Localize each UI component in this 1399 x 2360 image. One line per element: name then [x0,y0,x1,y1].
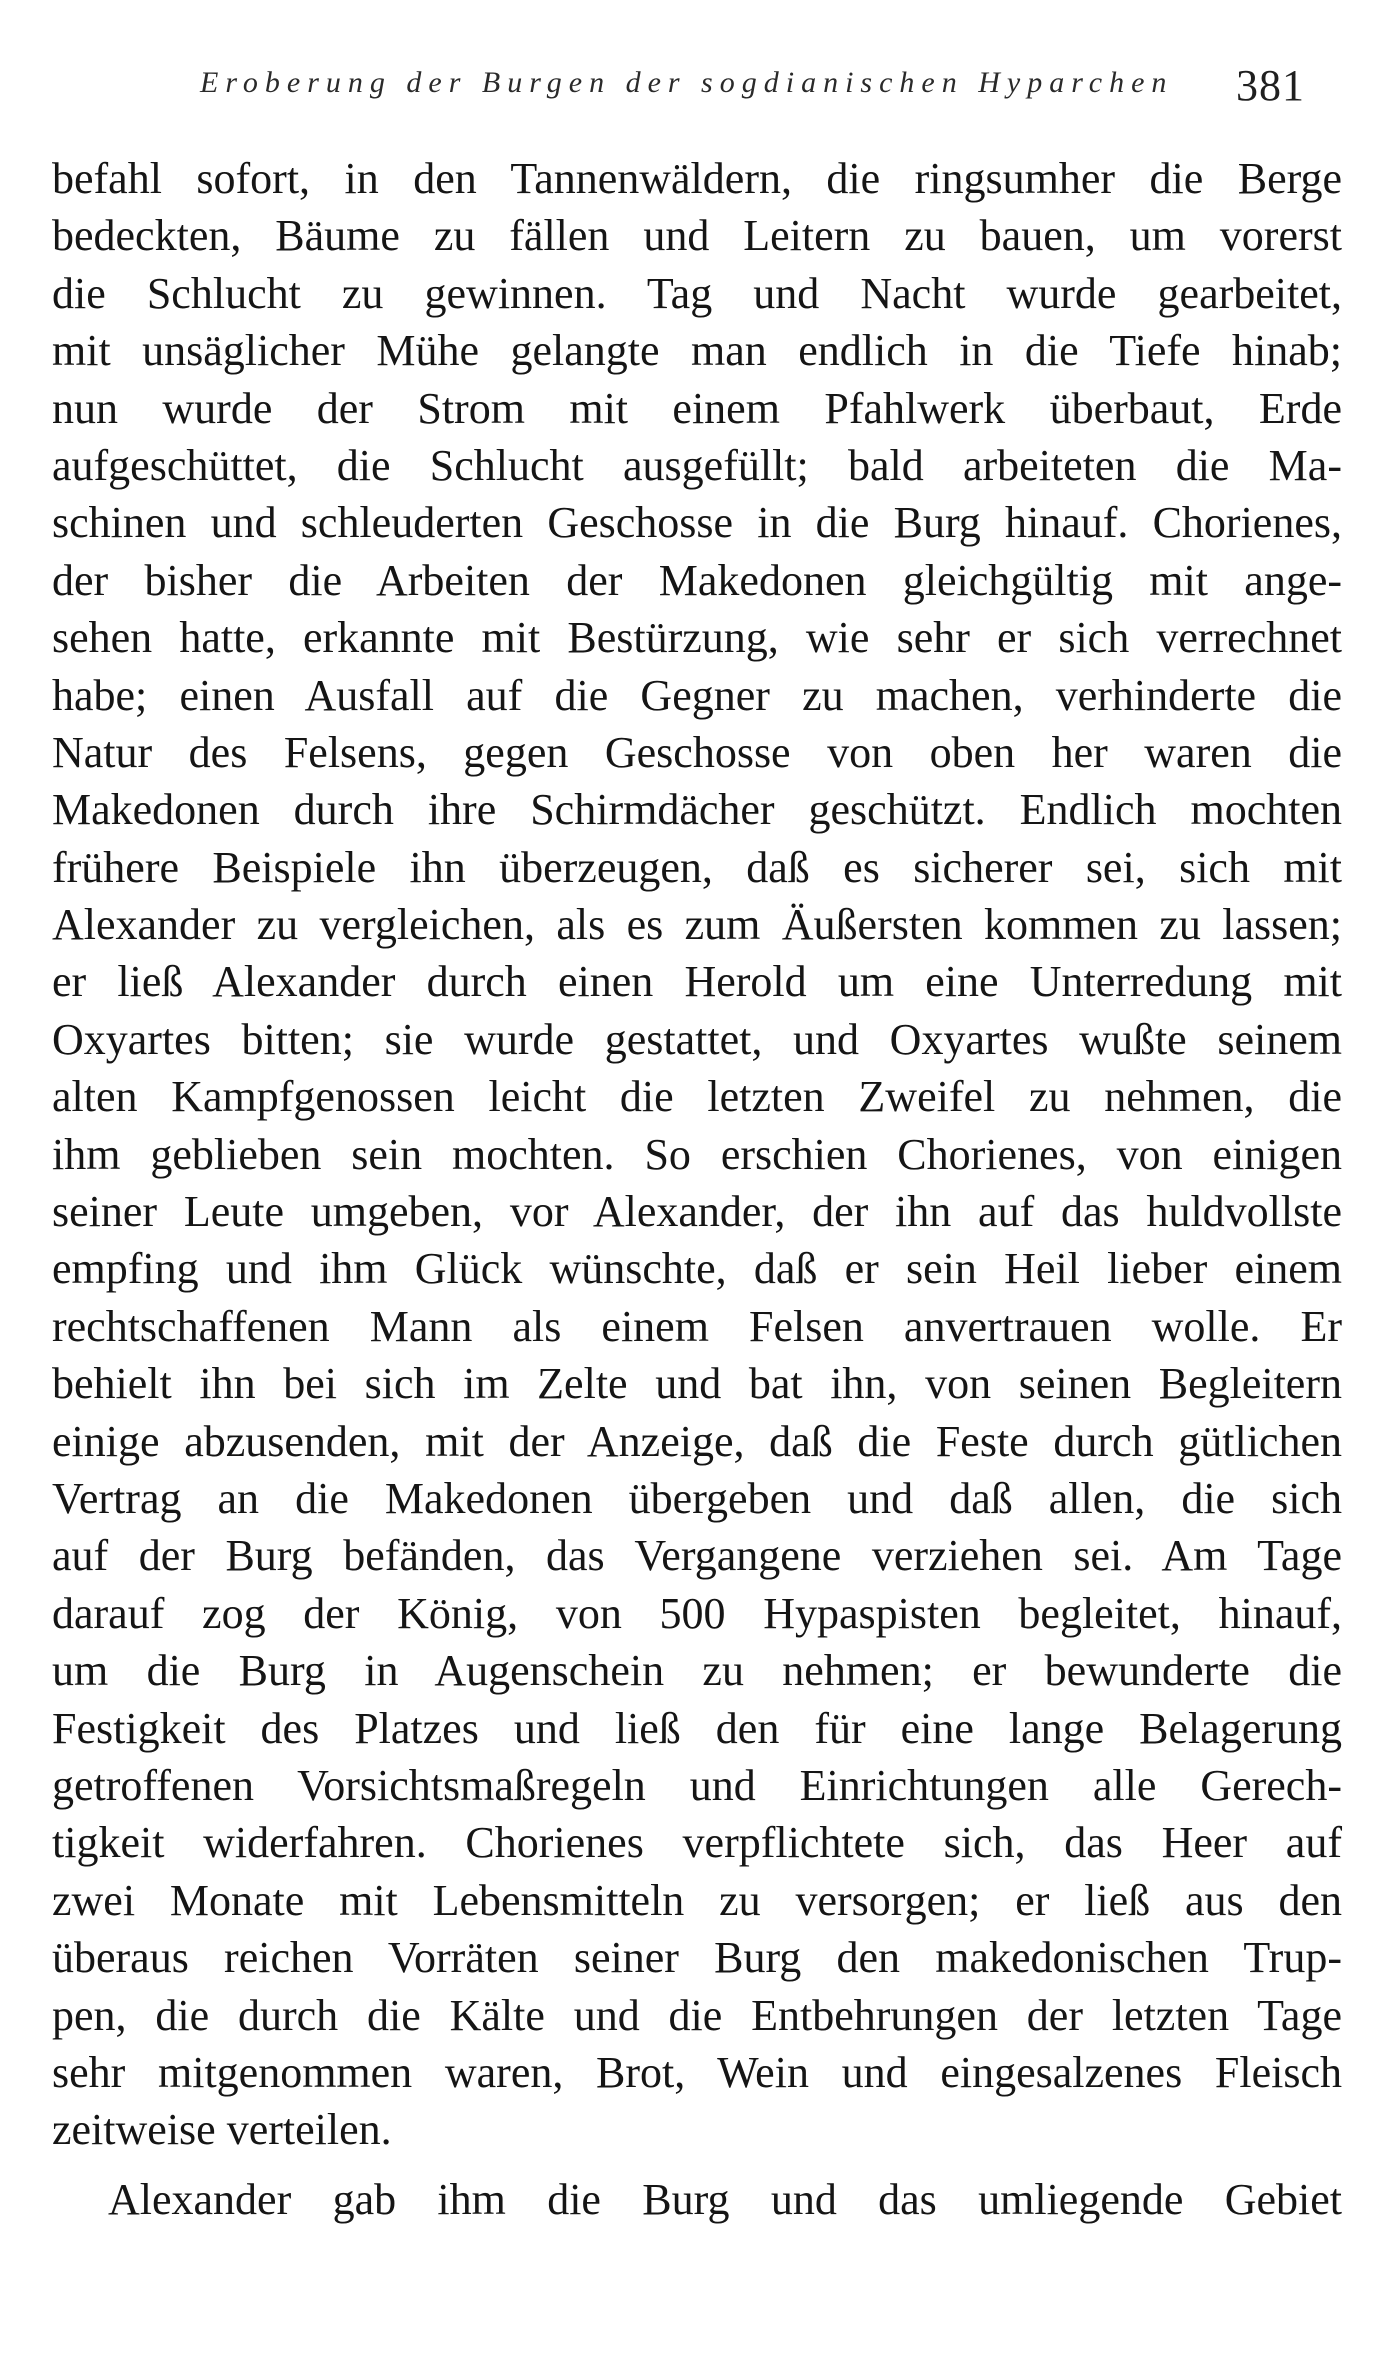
text-line: zwei Monate mit Lebensmitteln zu versorgen; er ließ aus den [52,1875,1342,1925]
text-line-indented: Alexander gab ihm die Burg und das umliegende Gebiet [108,2174,1342,2224]
text-line: getroffenen Vorsichtsmaßregeln und Einrichtungen alle Gerech- [52,1760,1342,1810]
text-line: habe; einen Ausfall auf die Gegner zu machen, verhinderte die [52,670,1342,720]
text-line: sehr mitgenommen waren, Brot, Wein und eingesalzenes Fleisch [52,2047,1342,2097]
text-line: sehen hatte, erkannte mit Bestürzung, wie sehr er sich verrechnet [52,613,1342,663]
text-line: Makedonen durch ihre Schirmdächer geschützt. Endlich mochten [52,785,1342,835]
paragraph-gap [52,2159,1342,2171]
text-line: ihm geblieben sein mochten. So erschien Chorienes, von einigen [52,1129,1342,1179]
text-line: nun wurde der Strom mit einem Pfahlwerk überbaut, Erde [52,383,1342,433]
text-line: er ließ Alexander durch einen Herold um eine Unterredung mit [52,957,1342,1007]
paragraph-2 [52,2171,1342,2228]
text-line: der bisher die Arbeiten der Makedonen gleichgültig mit ange- [52,555,1342,605]
text-line: Vertrag an die Makedonen übergeben und daß allen, die sich [52,1473,1342,1523]
paragraph-1 [52,150,1342,2159]
text-line: schinen und schleuderten Geschosse in die Burg hinauf. Chorienes, [52,498,1342,548]
text-line: frühere Beispiele ihn überzeugen, daß es sicherer sei, sich mit [52,842,1342,892]
text-line: Festigkeit des Platzes und ließ den für eine lange Belagerung [52,1703,1342,1753]
text-line: pen, die durch die Kälte und die Entbehrungen der letzten Tage [52,1990,1342,2040]
text-line: überaus reichen Vorräten seiner Burg den makedonischen Trup- [52,1933,1342,1983]
page-number: 381 [1236,61,1305,110]
text-line: um die Burg in Augenschein zu nehmen; er bewunderte die [52,1646,1342,1696]
text-line: mit unsäglicher Mühe gelangte man endlich in die Tiefe hinab; [52,326,1342,376]
text-line: Oxyartes bitten; sie wurde gestattet, und Oxyartes wußte seinem [52,1014,1342,1064]
text-line: empfing und ihm Glück wünschte, daß er sein Heil lieber einem [52,1244,1342,1294]
text-line: auf der Burg befänden, das Vergangene verziehen sei. Am Tage [52,1531,1342,1581]
text-line: befahl sofort, in den Tannenwäldern, die ringsumher die Berge [52,154,1342,203]
text-line: bedeckten, Bäume zu fällen und Leitern zu bauen, um vorerst [52,211,1342,261]
text-line: Alexander zu vergleichen, als es zum Äußersten kommen zu lassen; [52,900,1342,950]
text-line: behielt ihn bei sich im Zelte und bat ihn, von seinen Begleitern [52,1359,1342,1409]
text-line: rechtschaffenen Mann als einem Felsen anvertrauen wolle. Er [52,1301,1342,1351]
text-line: Natur des Felsens, gegen Geschosse von oben her waren die [52,727,1342,777]
text-line: einige abzusenden, mit der Anzeige, daß die Feste durch gütlichen [52,1416,1342,1466]
running-header: Eroberung der Burgen der sogdianischen Hyparchen [200,66,1174,99]
text-line: aufgeschüttet, die Schlucht ausgefüllt; bald arbeiteten die Ma- [52,440,1342,490]
text-line-last: zeitweise verteilen. [52,2105,392,2155]
text-line: darauf zog der König, von 500 Hypaspisten begleitet, hinauf, [52,1588,1342,1638]
text-line: tigkeit widerfahren. Chorienes verpflichtete sich, das Heer auf [52,1818,1342,1868]
text-line: die Schlucht zu gewinnen. Tag und Nacht wurde gearbeitet, [52,268,1342,318]
text-line: alten Kampfgenossen leicht die letzten Zweifel zu nehmen, die [52,1072,1342,1122]
text-line: seiner Leute umgeben, vor Alexander, der ihn auf das huldvollste [52,1187,1342,1237]
body-text [52,150,1342,2228]
